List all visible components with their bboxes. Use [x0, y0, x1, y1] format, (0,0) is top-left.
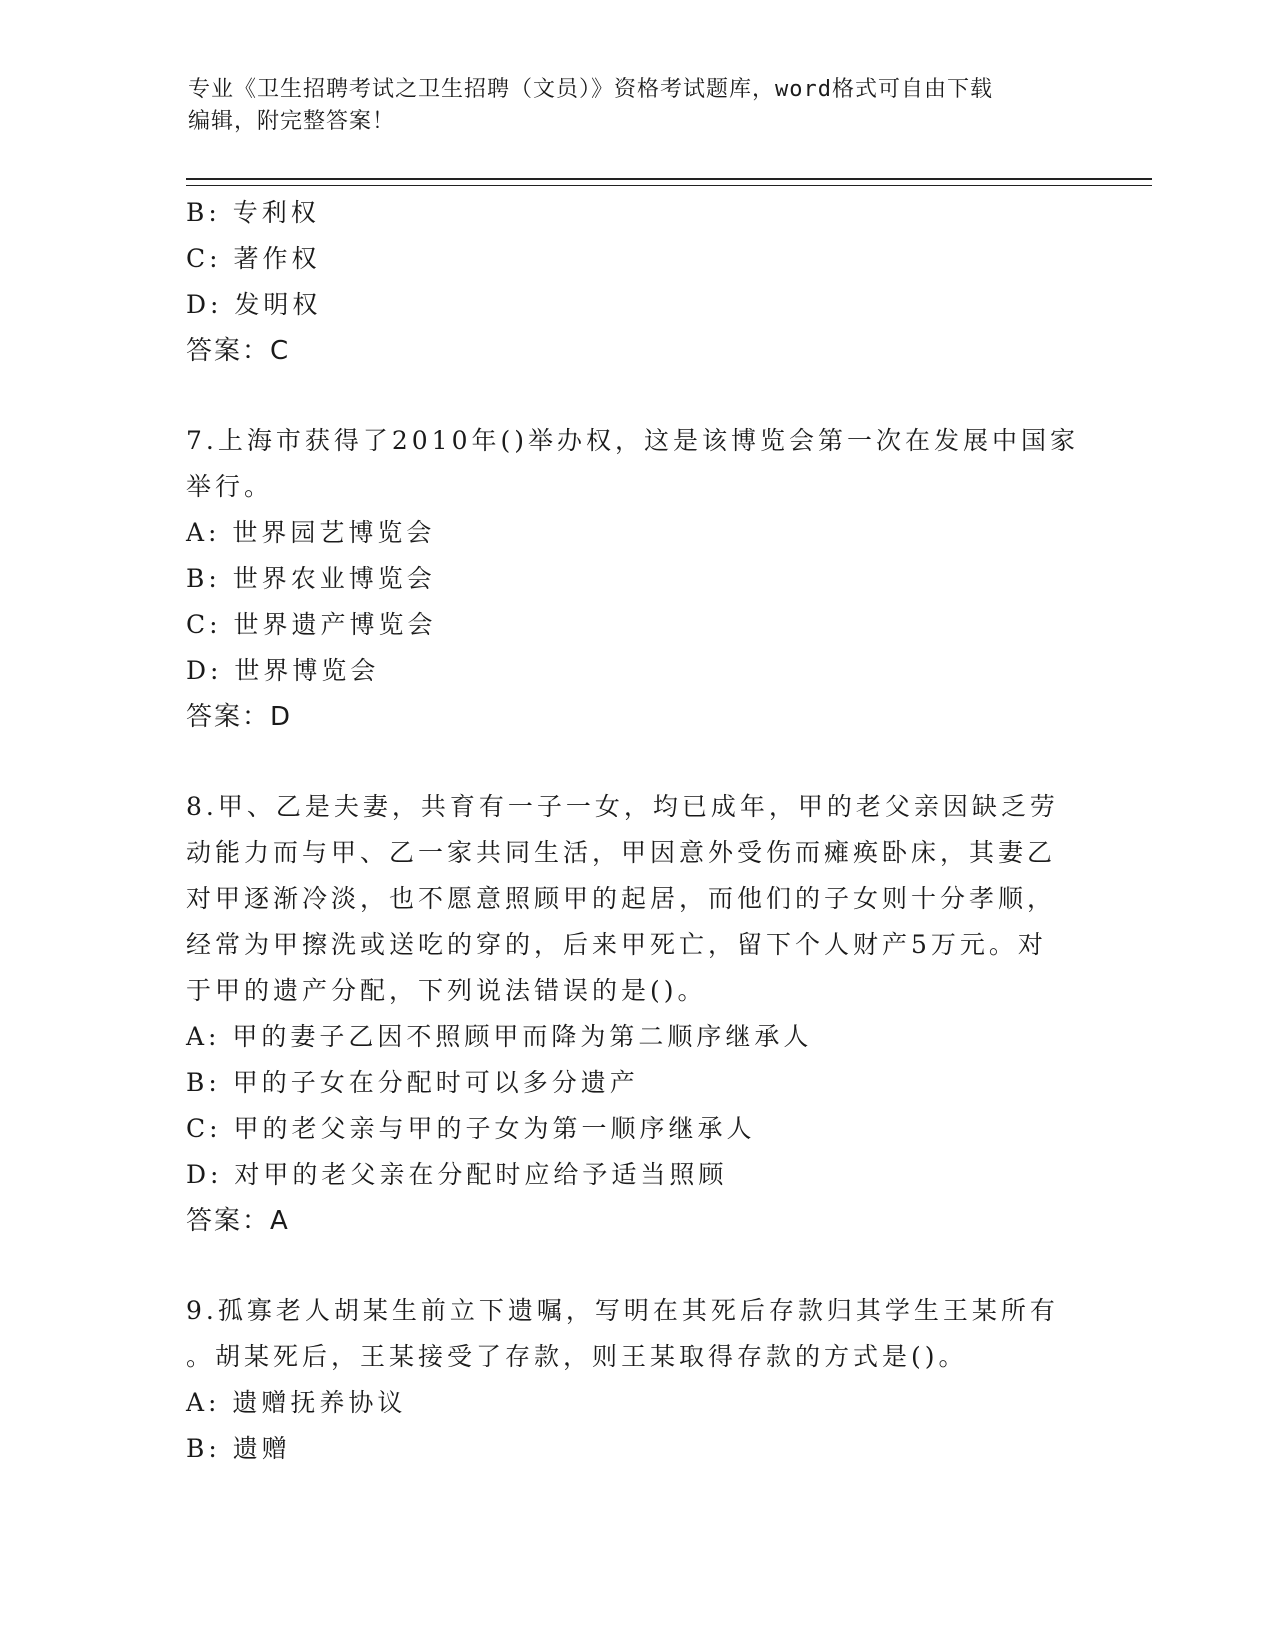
header-line-2: 编辑，附完整答案！: [188, 109, 396, 134]
question-stem: 于甲的遗产分配，下列说法错误的是()。: [186, 976, 707, 1005]
option-d: D: 对甲的老父亲在分配时应给予适当照顾: [186, 1160, 728, 1189]
option-c: C: 著作权: [186, 244, 321, 273]
header-divider: [186, 178, 1152, 186]
header-line-1: 专业《卫生招聘考试之卫生招聘（文员）》资格考试题库，word格式可自由下载: [188, 77, 993, 102]
question-stem: 7.上海市获得了2010年()举办权，这是该博览会第一次在发展中国家: [186, 426, 1079, 455]
answer: 答案：A: [186, 1206, 290, 1236]
question-stem: 8.甲、乙是夫妻，共育有一子一女，均已成年，甲的老父亲因缺乏劳: [186, 792, 1059, 821]
option-b: B: 专利权: [186, 198, 320, 227]
option-c: C: 世界遗产博览会: [186, 610, 437, 639]
question-8: [186, 784, 1086, 1244]
question-stem: 对甲逐渐冷淡，也不愿意照顾甲的起居，而他们的子女则十分孝顺，: [186, 884, 1057, 913]
question-stem: 举行。: [186, 472, 274, 501]
document-header: [188, 74, 1088, 138]
option-b: B: 甲的子女在分配时可以多分遗产: [186, 1068, 639, 1097]
option-d: D: 世界博览会: [186, 656, 380, 685]
option-c: C: 甲的老父亲与甲的子女为第一顺序继承人: [186, 1114, 756, 1143]
answer: 答案：D: [186, 702, 293, 732]
option-a: A: 遗赠抚养协议: [186, 1388, 407, 1417]
option-b: B: 世界农业博览会: [186, 564, 436, 593]
answer: 答案：C: [186, 336, 291, 366]
option-a: A: 甲的妻子乙因不照顾甲而降为第二顺序继承人: [186, 1022, 813, 1051]
question-list: [186, 190, 1086, 1472]
question-7: [186, 418, 1086, 740]
question-stem: 动能力而与甲、乙一家共同生活，甲因意外受伤而瘫痪卧床，其妻乙: [186, 838, 1057, 867]
option-d: D: 发明权: [186, 290, 322, 319]
question-6-continued: [186, 190, 1086, 374]
option-a: A: 世界园艺博览会: [186, 518, 436, 547]
question-stem: 9.孤寡老人胡某生前立下遗嘱，写明在其死后存款归其学生王某所有: [186, 1296, 1059, 1325]
question-stem: 。胡某死后，王某接受了存款，则王某取得存款的方式是()。: [186, 1342, 968, 1371]
option-b: B: 遗赠: [186, 1434, 291, 1463]
question-9: [186, 1288, 1086, 1472]
question-stem: 经常为甲擦洗或送吃的穿的，后来甲死亡，留下个人财产5万元。对: [186, 930, 1047, 959]
